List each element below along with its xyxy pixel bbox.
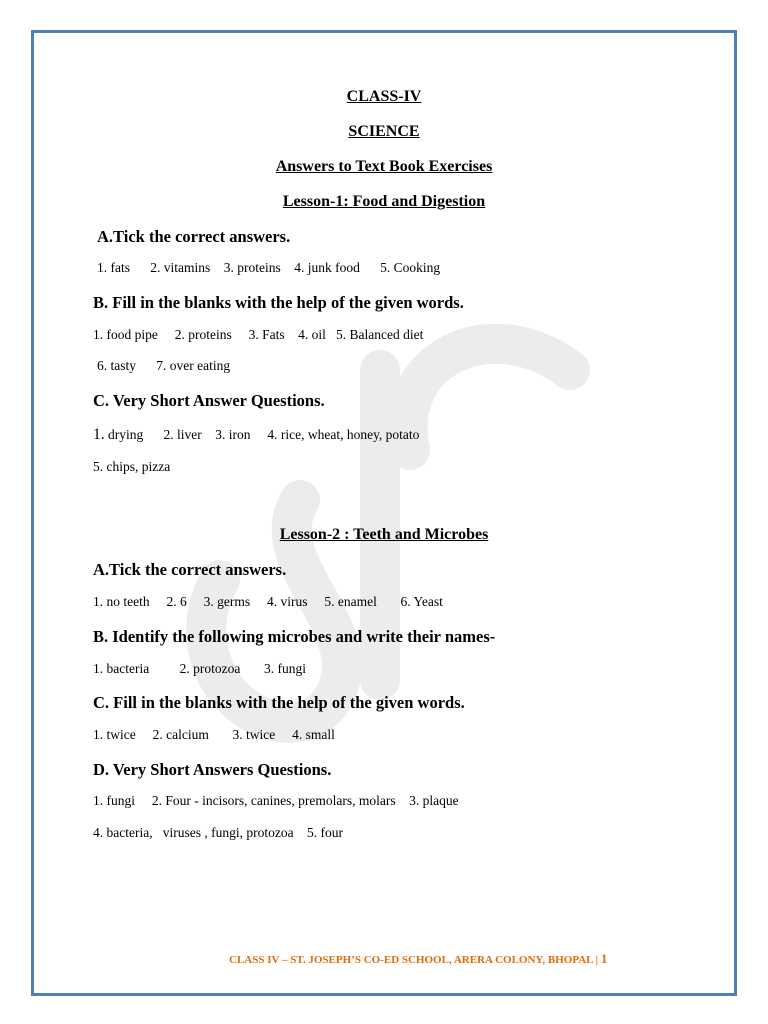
lesson2-title: Lesson-2 : Teeth and Microbes bbox=[279, 526, 489, 543]
lesson1-title: Lesson-1: Food and Digestion bbox=[282, 193, 486, 210]
lesson2-section-c-answers: 1. twice 2. calcium 3. twice 4. small bbox=[93, 727, 335, 742]
exercises-title: Answers to Text Book Exercises bbox=[275, 158, 493, 175]
lesson2-section-a-heading: A.Tick the correct answers. bbox=[93, 560, 287, 579]
lesson1-section-c-heading: C. Very Short Answer Questions. bbox=[93, 391, 325, 410]
section-b-letter: B bbox=[93, 293, 105, 312]
lesson2-section-d-answers-2: 4. bacteria, viruses , fungi, protozoa 5. four bbox=[93, 825, 344, 840]
page-number: 1 bbox=[600, 951, 608, 966]
lesson1-section-b-answers-1: 1. food pipe 2. proteins 3. Fats 4. oil 5. Balanced diet bbox=[93, 327, 424, 342]
lesson2-section-d-answers-1: 1. fungi 2. Four - incisors, canines, premolars, molars 3. plaque bbox=[93, 793, 459, 808]
lesson2-section-c-heading: C. Fill in the blanks with the help of the given words. bbox=[93, 693, 465, 712]
class-title: CLASS-IV bbox=[346, 88, 422, 105]
answer-text: drying 2. liver 3. iron 4. rice, wheat, honey, potato bbox=[104, 427, 420, 442]
answer-number: 1. bbox=[93, 426, 105, 443]
lesson2-section-a-answers: 1. no teeth 2. 6 3. germs 4. virus 5. enamel 6. Yeast bbox=[93, 594, 443, 609]
page-footer bbox=[229, 951, 607, 967]
lesson1-section-c-answers-2: 5. chips, pizza bbox=[93, 459, 171, 474]
lesson2-section-d-heading: D. Very Short Answers Questions. bbox=[93, 760, 332, 779]
lesson1-section-a-answers: 1. fats 2. vitamins 3. proteins 4. junk food 5. Cooking bbox=[97, 260, 441, 275]
section-b-text: . Fill in the blanks with the help of the given words. bbox=[104, 293, 464, 312]
subject-title: SCIENCE bbox=[348, 123, 420, 140]
lesson2-section-b-answers: 1. bacteria 2. protozoa 3. fungi bbox=[93, 661, 306, 676]
footer-text: CLASS IV – ST. JOSEPH’S CO-ED SCHOOL, ARERA COLONY, BHOPAL | bbox=[229, 954, 601, 966]
lesson1-section-b-answers-2: 6. tasty 7. over eating bbox=[97, 358, 231, 373]
lesson2-section-b-heading: B. Identify the following microbes and write their names- bbox=[93, 627, 496, 646]
lesson1-section-b-heading bbox=[93, 293, 464, 313]
lesson1-section-a-heading: A.Tick the correct answers. bbox=[97, 227, 291, 246]
lesson1-section-c-answers-1 bbox=[93, 426, 419, 444]
